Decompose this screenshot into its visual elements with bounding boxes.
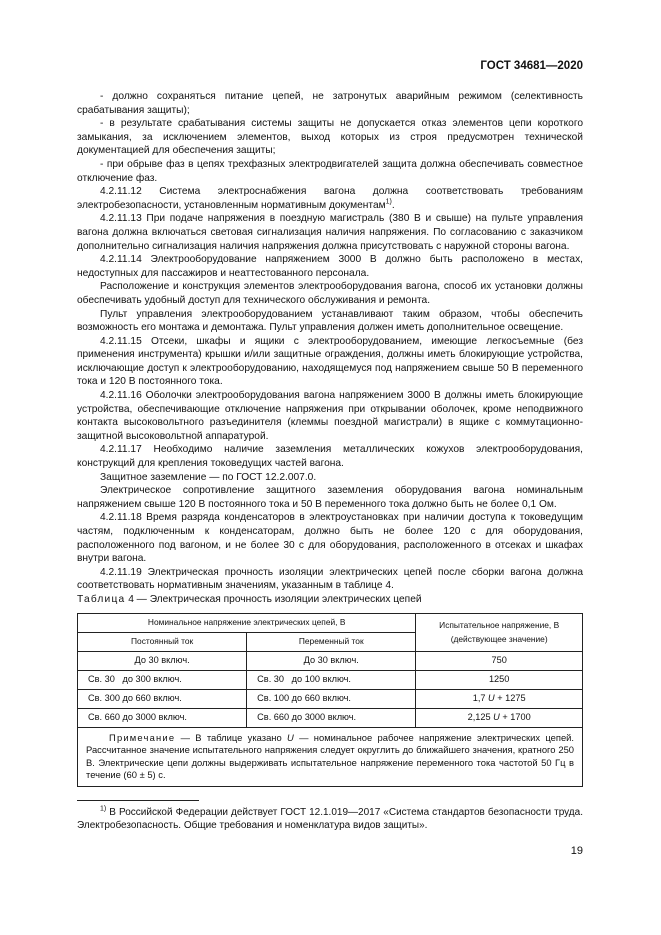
header-test-voltage — [416, 613, 583, 651]
header-test-line2: (действующее значение) — [450, 634, 548, 645]
cell-ac: Св. 660 до 3000 включ. — [247, 708, 416, 727]
table-row — [78, 708, 583, 727]
insulation-table — [77, 613, 583, 787]
paragraph-end: . — [391, 199, 395, 211]
footnote — [77, 806, 583, 833]
header-nominal: Номинальное напряжение электрических цепей, В — [78, 613, 416, 632]
cell-test-a: 1,7 — [472, 692, 489, 703]
table-row — [78, 689, 583, 708]
cell-ac: Св. 100 до 660 включ. — [247, 689, 416, 708]
list-item: - при обрыве фаз в цепях трехфазных электродвигателей защита должна обеспечивать совместное отключение фаз. — [77, 158, 583, 184]
table-caption-text: 4 — Электрическая прочность изоляции электрических цепей — [128, 593, 422, 605]
paragraph-resistance: Электрическое сопротивление защитного заземления оборудования вагона номинальным напряжением свыше 120 В постоянного тока и 50 В переменного тока должно быть не более 0,1 Ом. — [77, 485, 583, 510]
cell-dc: Св. 660 до 3000 включ. — [78, 708, 247, 727]
note-text-1: — В таблице указано — [175, 731, 288, 743]
cell-test — [416, 689, 583, 708]
paragraph-4-2-11-18: 4.2.11.18 Время разряда конденсаторов в электроустановках при наличии доступа к токоведущим частям, подключенным к конденсаторам, должно быть не более 120 с для оборудования, расположенного под вагоном, и не более 30 с для оборудования, расположенного в отсеках и шкафах внутри вагона. — [77, 512, 583, 565]
cell-dc: Св. 300 до 660 включ. — [78, 689, 247, 708]
paragraph-text: 4.2.11.12 Система электроснабжения вагона должна соответствовать требованиям электробезопасности, установленным нормативным документам — [77, 186, 583, 211]
table-caption-label: Таблица — [77, 593, 126, 605]
footnote-separator — [77, 800, 199, 801]
footnote-ref: 1) — [385, 198, 392, 206]
paragraph-ground: Защитное заземление — по ГОСТ 12.2.007.0. — [100, 471, 317, 483]
header-test-line1: Испытательное напряжение, В — [439, 620, 560, 631]
paragraph-4-2-11-16: 4.2.11.16 Оболочки электрооборудования вагона напряжением 3000 В должны иметь блокирующие устройства, обеспечивающие отключение напряжения при открывании оболочек, кроме неподвижного контакта высоковольтного разъединителя (клеммы поездной магистрали) в ящике с коммутационно-защитной высоковольтной аппаратурой. — [77, 390, 583, 442]
table-row — [78, 651, 583, 670]
cell-ac: До 30 включ. — [247, 651, 416, 670]
footnote-text: В Российской Федерации действует ГОСТ 12.1.019—2017 «Система стандартов безопасности труда. Электробезопасность. Общие требования и номенклатура видов защиты». — [77, 807, 583, 832]
footnote-mark: 1) — [100, 805, 107, 813]
note-u: U — [287, 731, 294, 743]
cell-dc: До 30 включ. — [78, 651, 247, 670]
page-number: 19 — [570, 845, 583, 857]
list-item: - в результате срабатывания системы защиты не допускается отказ элементов цепи короткого замыкания, за исключением элементов, выход которых из строя предусмотрен технической документацией для обеспечения защиты; — [77, 118, 583, 157]
paragraph-console: Пульт управления электрооборудованием устанавливают таким образом, чтобы обеспечить возможность его монтажа и демонтажа. Пульт управления должен иметь дополнительное освещение. — [77, 308, 583, 334]
paragraph-4-2-11-14: 4.2.11.14 Электрооборудование напряжением 3000 В должно быть расположено в местах, недоступных для пассажиров и неаттестованного персонала. — [77, 254, 583, 279]
table-note — [78, 727, 583, 786]
paragraph-4-2-11-19: 4.2.11.19 Электрическая прочность изоляции электрических цепей после сборки вагона должна соответствовать нормативным значениям, указанным в таблице 4. — [77, 566, 583, 592]
cell-test-b: + 1275 — [494, 692, 526, 703]
table-caption — [77, 593, 583, 607]
document-body — [77, 90, 583, 787]
paragraph-4-2-11-13: 4.2.11.13 При подаче напряжения в поездную магистраль (380 В и свыше) на пульте управления вагона должна включаться световая сигнализация наличия напряжения. По согласованию с заказчиком дополнительно сигнализация наличия напряжения должна присутствовать с наружной стороны вагона. — [77, 213, 583, 252]
cell-test-u: U — [488, 692, 495, 703]
paragraph-placement: Расположение и конструкция элементов электрооборудования вагона, способ их установки должны обеспечивать удобный доступ для технического обслуживания и ремонта. — [77, 281, 583, 306]
table-row — [78, 670, 583, 689]
document-header: ГОСТ 34681—2020 — [480, 60, 583, 72]
cell-test: 1250 — [416, 670, 583, 689]
header-ac: Переменный ток — [247, 632, 416, 651]
cell-dc: Св. 30 до 300 включ. — [78, 670, 247, 689]
cell-test-b: + 1700 — [499, 711, 531, 722]
cell-test: 750 — [416, 651, 583, 670]
note-text-2: — номинальное рабочее напряжение электрических цепей. Рассчитанное значение испытательного напряжения следует округлить до ближайшего значения, кратного 250 В. Электрические цепи должны выдерживать испытательное напряжение переменного тока частотой 50 Гц в течение (60 ± 5) с. — [86, 731, 574, 781]
cell-test-u: U — [493, 711, 500, 722]
note-label: Примечание — [109, 731, 176, 743]
list-item: - должно сохраняться питание цепей, не затронутых аварийным режимом (селективность срабатывания защиты); — [77, 91, 583, 116]
cell-test — [416, 708, 583, 727]
paragraph-4-2-11-17: 4.2.11.17 Необходимо наличие заземления металлических кожухов электрооборудования, конструкций для крепления токоведущих частей вагона. — [77, 444, 583, 470]
paragraph-4-2-11-15: 4.2.11.15 Отсеки, шкафы и ящики с электрооборудованием, имеющие легкосъемные (без применения инструмента) крышки и/или защитные ограждения, должны иметь блокирующие устройства, исключающие доступ к электрооборудованию, находящемуся под напряжением свыше 50 В переменного тока и 120 В постоянного тока. — [77, 335, 583, 388]
header-dc: Постоянный ток — [78, 632, 247, 651]
cell-test-a: 2,125 — [467, 711, 494, 722]
cell-ac: Св. 30 до 100 включ. — [247, 670, 416, 689]
paragraph-4-2-11-12 — [77, 185, 583, 212]
